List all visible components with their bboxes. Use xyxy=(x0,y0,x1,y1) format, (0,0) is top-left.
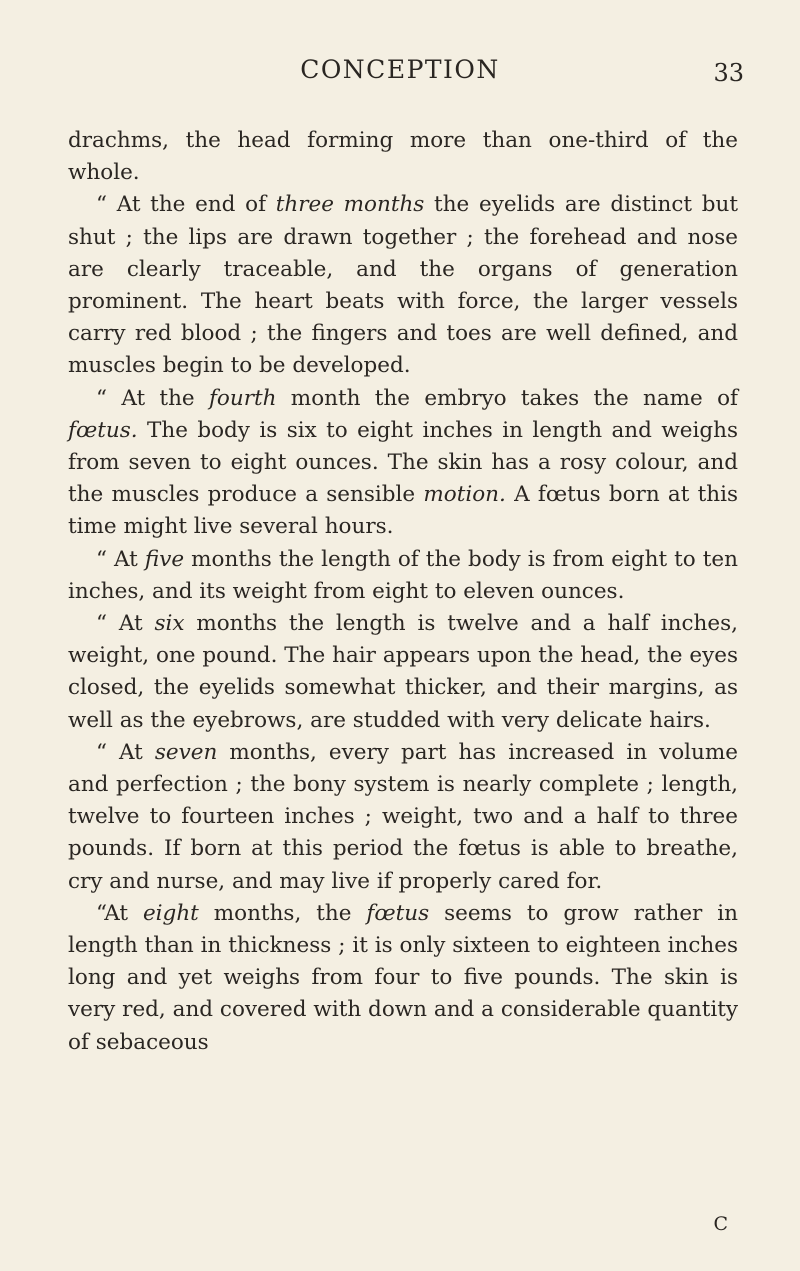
italic-text: fourth xyxy=(208,385,277,411)
signature-mark: C xyxy=(713,1213,728,1235)
paragraph xyxy=(68,608,738,737)
italic-text: fœtus xyxy=(366,900,430,926)
paragraph xyxy=(68,383,738,544)
paragraph xyxy=(68,189,738,382)
text-run: “ At xyxy=(96,739,155,765)
italic-text: motion. xyxy=(423,482,506,508)
page-header xyxy=(0,55,800,95)
italic-text: eight xyxy=(142,900,199,926)
text-run: the eyelids are distinct but shut ; the lips are drawn together ; the forehead and nose are clearly traceable, and the organs of generation prominent. The heart beats with force, the larger vessels carry red blood ; the fingers and toes are well defined, and muscles begin to be developed. xyxy=(68,192,739,379)
paragraph xyxy=(68,898,738,1059)
text-run: “At xyxy=(96,900,143,926)
italic-text: fœtus. xyxy=(68,417,138,443)
italic-text: seven xyxy=(154,739,218,765)
text-run: months, the xyxy=(198,900,367,926)
text-run: “ At xyxy=(96,611,155,637)
text-run: months, every part has increased in volume and perfection ; the bony system is nearly complete ; length, twelve to fourteen inches ; weight, two and a half to three pounds. If born at this period the fœtus is able to breathe, cry and nurse, and may live if properly cared for. xyxy=(68,739,739,894)
paragraph xyxy=(68,125,738,189)
paragraph xyxy=(68,544,738,608)
running-head: CONCEPTION xyxy=(300,55,500,84)
italic-text: six xyxy=(154,611,185,637)
italic-text: five xyxy=(144,546,185,572)
text-run: month the embryo takes the name of xyxy=(276,385,738,411)
text-run: drachms, the head forming more than one-third of the whole. xyxy=(68,128,738,186)
text-run: A fœtus born at this time might live several hours. xyxy=(68,482,738,540)
text-run: “ At xyxy=(96,546,145,572)
text-run: months the length is twelve and a half inches, weight, one pound. The hair appears upon the head, the eyes closed, the eyelids somewhat thicker, and their margins, as well as the eyebrows, are studded with very delicate hairs. xyxy=(68,611,738,733)
body-text xyxy=(68,125,738,1059)
text-run: “ At the xyxy=(96,385,209,411)
text-run: seems to grow rather in length than in thickness ; it is only sixteen to eighteen inches long and yet weighs from four to five pounds. The skin is very red, and covered with down and a considerable quantity of sebaceous xyxy=(68,900,738,1055)
paragraph xyxy=(68,737,738,898)
text-run: The body is six to eight inches in length and weighs from seven to eight ounces. The skin has a rosy colour, and the muscles produce a sensible xyxy=(68,417,738,508)
page-number: 33 xyxy=(713,59,744,87)
italic-text: three months xyxy=(275,192,425,218)
text-run: months the length of the body is from eight to ten inches, and its weight from eight to eleven ounces. xyxy=(68,546,738,604)
text-run: “ At the end of xyxy=(96,192,276,218)
